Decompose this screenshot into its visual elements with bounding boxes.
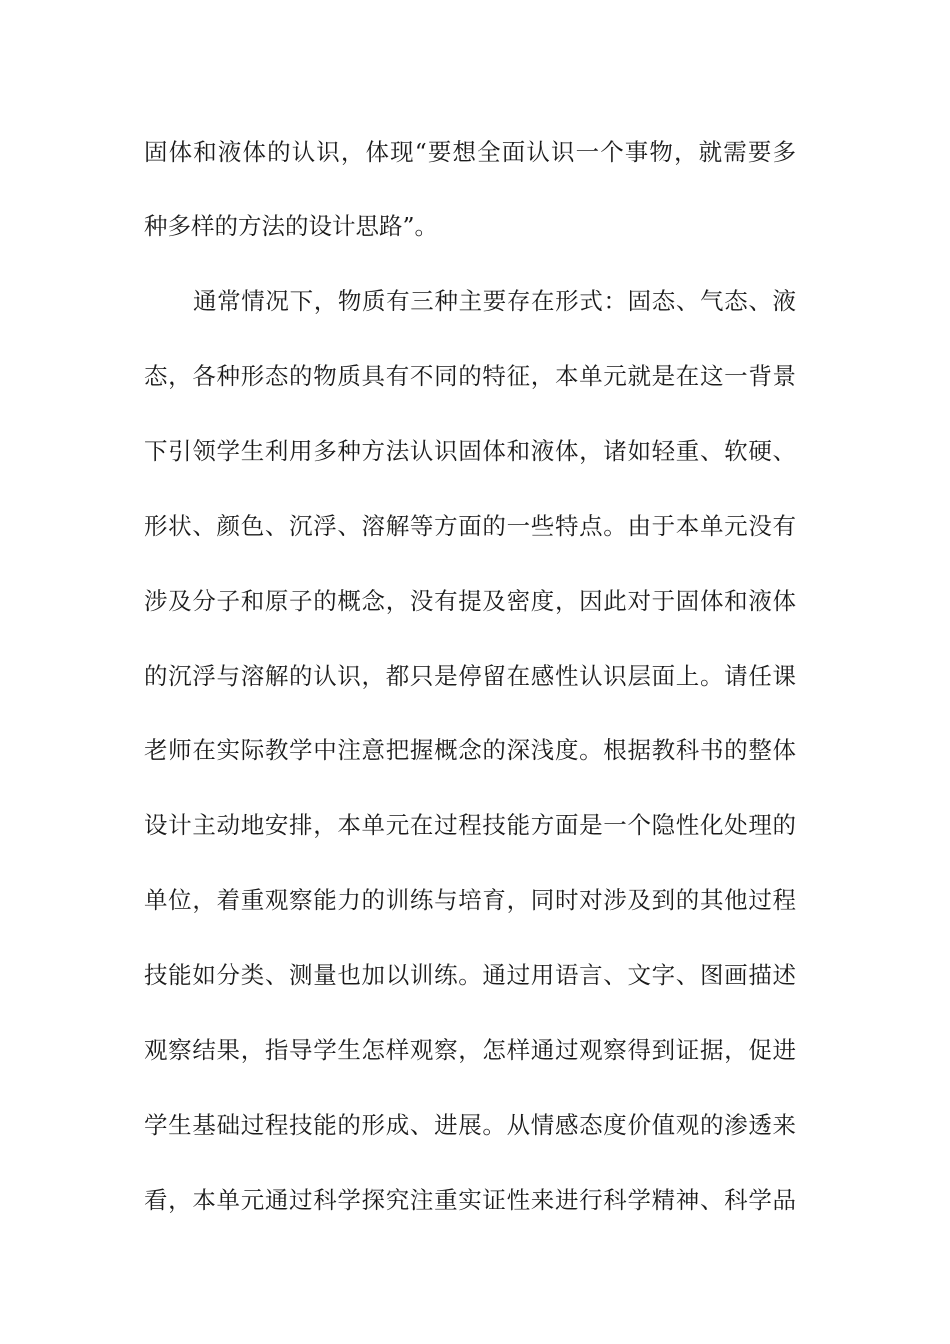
paragraph-2-line-9: 单位，着重观察能力的训练与培育，同时对涉及到的其他过程 [144, 886, 796, 914]
paragraph-2-line-10: 技能如分类、测量也加以训练。通过用语言、文字、图画描述 [144, 961, 796, 989]
paragraph-2-line-6: 的沉浮与溶解的认识，都只是停留在感性认识层面上。请任课 [144, 662, 796, 690]
paragraph-2-line-7: 老师在实际教学中注意把握概念的深浅度。根据教科书的整体 [144, 736, 796, 764]
paragraph-2-line-11: 观察结果，指导学生怎样观察，怎样通过观察得到证据，促进 [144, 1036, 796, 1064]
paragraph-2-line-8: 设计主动地安排，本单元在过程技能方面是一个隐性化处理的 [144, 811, 796, 839]
paragraph-2-line-13: 看，本单元通过科学探究注重实证性来进行科学精神、科学品 [144, 1186, 796, 1214]
paragraph-2-line-4: 形状、颜色、沉浮、溶解等方面的一些特点。由于本单元没有 [144, 512, 796, 540]
paragraph-2-line-3: 下引领学生利用多种方法认识固体和液体，诸如轻重、软硬、 [144, 437, 796, 465]
paragraph-1-line-1: 固体和液体的认识，体现“要想全面认识一个事物，就需要多 [144, 138, 796, 166]
paragraph-2-line-2: 态，各种形态的物质具有不同的特征，本单元就是在这一背景 [144, 362, 796, 390]
paragraph-1-line-2: 种多样的方法的设计思路”。 [144, 212, 439, 240]
paragraph-2-line-1: 通常情况下，物质有三种主要存在形式：固态、气态、液 [193, 287, 796, 315]
paragraph-2-line-12: 学生基础过程技能的形成、进展。从情感态度价值观的渗透来 [144, 1111, 796, 1139]
paragraph-2-line-5: 涉及分子和原子的概念，没有提及密度，因此对于固体和液体 [144, 587, 796, 615]
